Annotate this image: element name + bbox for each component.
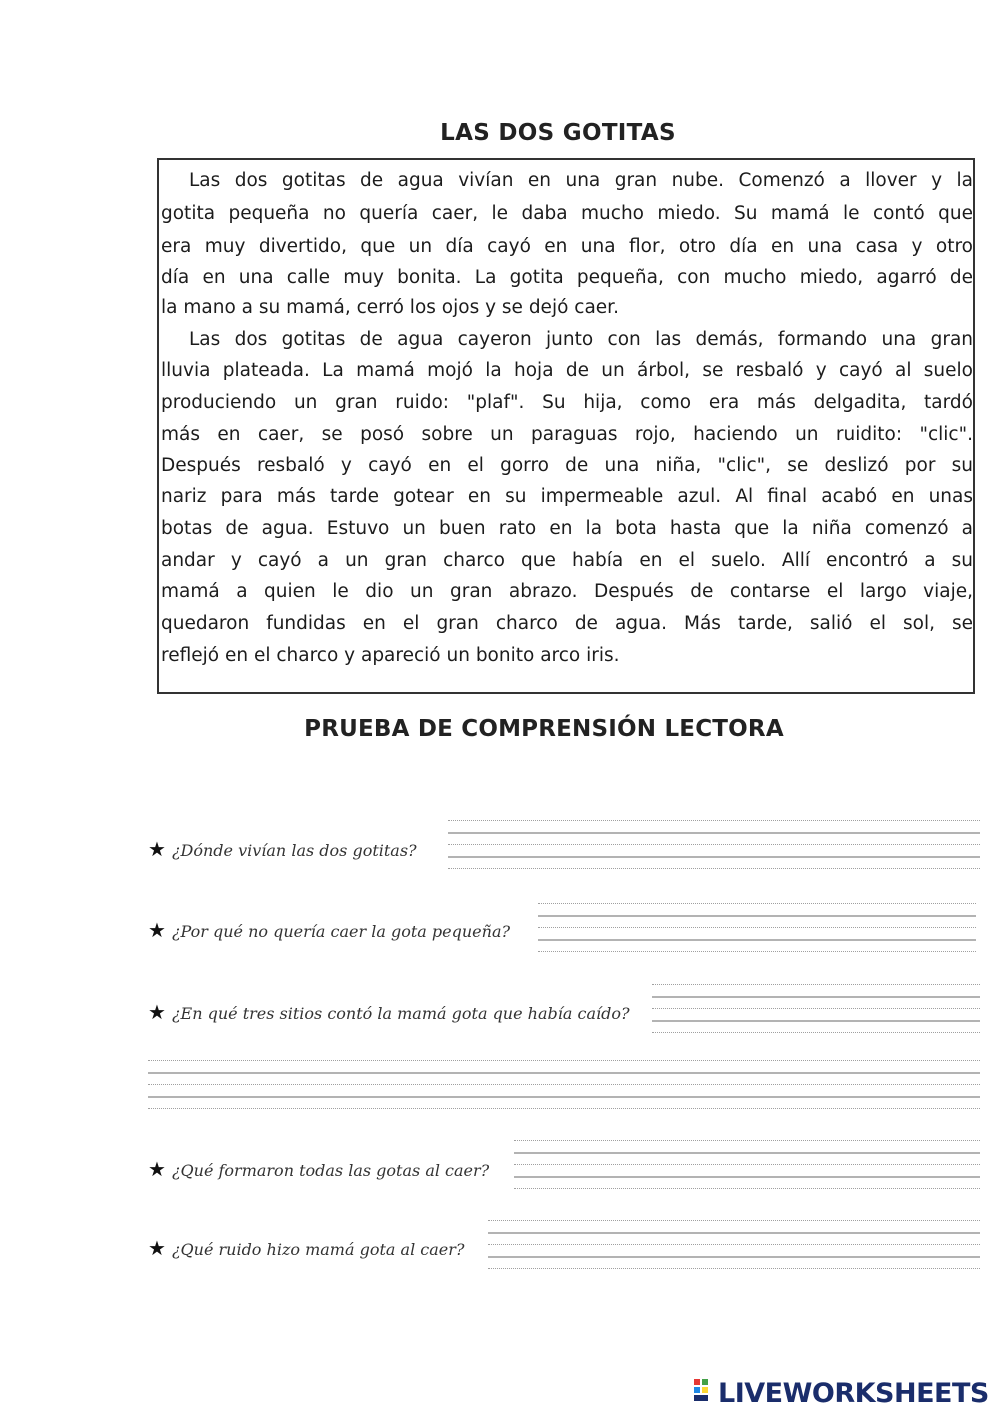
star-icon: ★ (148, 1000, 166, 1024)
answer-lines-5[interactable] (488, 1220, 980, 1268)
question-text: ¿Dónde vivían las dos gotitas? (171, 841, 417, 860)
story-line: produciendo un gran ruido: "plaf". Su hija, como era más delgadita, tardó (161, 392, 973, 413)
question-text: ¿Por qué no quería caer la gota pequeña? (171, 922, 511, 941)
story-line: botas de agua. Estuvo un buen rato en la bota hasta que la niña comenzó a (161, 518, 973, 539)
answer-lines-1[interactable] (448, 820, 980, 868)
story-line: era muy divertido, que un día cayó en una flor, otro día en una casa y otro (161, 236, 973, 257)
answer-lines-2[interactable] (538, 903, 976, 951)
story-line: Las dos gotitas de agua cayeron junto con las demás, formando una gran (189, 329, 973, 350)
answer-lines-3[interactable] (652, 984, 980, 1032)
answer-lines-3-extra[interactable] (148, 1060, 980, 1110)
question-3 (148, 999, 630, 1025)
story-line: Las dos gotitas de agua vivían en una gran nube. Comenzó a llover y la (189, 170, 973, 191)
question-2 (148, 917, 510, 943)
story-line: más en caer, se posó sobre un paraguas rojo, haciendo un ruidito: "clic". (161, 424, 973, 445)
story-line: andar y cayó a un gran charco que había en el suelo. Allí encontró a su (161, 550, 973, 571)
story-line: la mano a su mamá, cerró los ojos y se dejó caer. (161, 297, 619, 318)
star-icon: ★ (148, 837, 166, 861)
story-line: lluvia plateada. La mamá mojó la hoja de un árbol, se resbaló y cayó al suelo (161, 360, 973, 381)
story-title: LAS DOS GOTITAS (440, 120, 676, 146)
story-line: día en una calle muy bonita. La gotita pequeña, con mucho miedo, agarró de (161, 267, 973, 288)
story-box (157, 158, 975, 694)
question-5 (148, 1235, 464, 1261)
watermark (694, 1378, 989, 1410)
question-4 (148, 1156, 489, 1182)
question-text: ¿Qué formaron todas las gotas al caer? (171, 1161, 490, 1180)
liveworksheets-logo-icon (694, 1379, 716, 1411)
story-line: quedaron fundidas en el gran charco de agua. Más tarde, salió el sol, se (161, 613, 973, 634)
star-icon: ★ (148, 1157, 166, 1181)
watermark-text: LIVEWORKSHEETS (718, 1378, 989, 1409)
star-icon: ★ (148, 918, 166, 942)
story-line: nariz para más tarde gotear en su impermeable azul. Al final acabó en unas (161, 486, 973, 507)
story-line: Después resbaló y cayó en el gorro de una niña, "clic", se deslizó por su (161, 455, 973, 476)
question-text: ¿En qué tres sitios contó la mamá gota que había caído? (171, 1004, 630, 1023)
star-icon: ★ (148, 1236, 166, 1260)
story-line: gotita pequeña no quería caer, le daba mucho miedo. Su mamá le contó que (161, 203, 973, 224)
story-line: reflejó en el charco y apareció un bonito arco iris. (161, 645, 620, 666)
question-text: ¿Qué ruido hizo mamá gota al caer? (171, 1240, 465, 1259)
answer-lines-4[interactable] (514, 1140, 980, 1188)
question-1 (148, 836, 417, 862)
test-title: PRUEBA DE COMPRENSIÓN LECTORA (304, 716, 784, 742)
story-line: mamá a quien le dio un gran abrazo. Después de contarse el largo viaje, (161, 581, 973, 602)
